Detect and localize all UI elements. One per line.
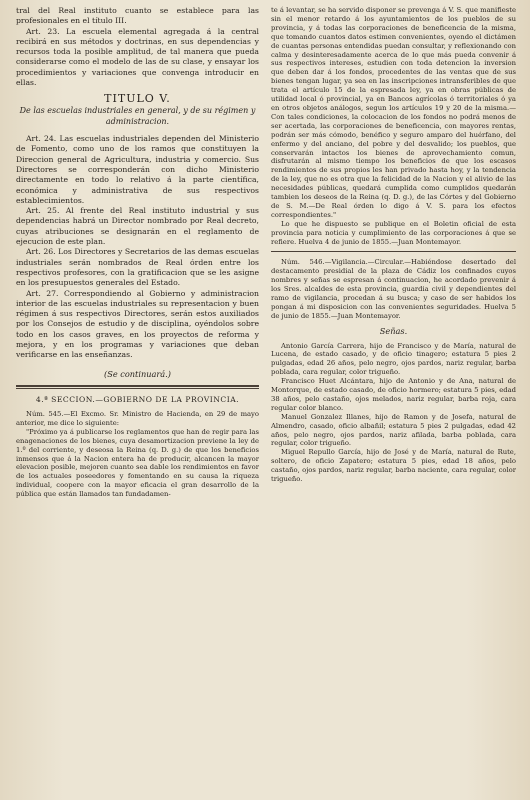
senas-heading: Señas.	[379, 325, 408, 336]
right-column	[271, 6, 516, 792]
paragraph-continued: tral del Real instituto cuanto se establece para las profesionales en el título III.	[16, 6, 259, 26]
section-divider	[16, 385, 259, 389]
decree-545-continued: te á levantar, se ha servido disponer se prevenga á V. S. que manifieste sin el menor retardo á los ayuntamientos de los pueblos de su provincia, y á todas las corporaciones de beneficencia de la misma, que tomando cuantos datos estimen convenientes, oyendo el dictámen de cuantas personas entendidas puedan consultar, y reflexionando con calma y desinteresadamente acerca de lo que más pueda convenir á sus respectivos intereses, estudien con toda detencion la inversion que deben dar á los fondos, procedentes de las ventas que de sus bienes tengan lugar, ya sea en las inscripciones intransferibles de que trata el artículo 15 de la espresada ley, ya en obras públicas de utilidad local ó provincial, ya en Bancos agrícolas ó territoriales ó ya en otros objetos análogos, segun los artículos 19 y 20 de la misma.—Con tales condiciones, la colocacion de los fondos no podrá menos de ser acertada, las corporaciones de beneficencia, con mayores rentas, podrán ser más cómodo, benéfico y seguro amparo del huérfano, del enfermo y del anciano, del pobre y del desvalido; los pueblos, que conservarán intactos los bienes de aprovechamiento comun, disfrutarán al mismo tiempo los beneficios de que los escasos rendimientos de sus propios les han privado hasta hoy, y la tendencia de la ley, que no es otra que la felicidad de la Nacion y el alivio de las necesidades públicas, quedará cumplida como cumplidos quedarán tambien los deseos de la Reina (q. D. g.), de las Córtes y del Gobierno de S. M.—De Real órden lo digo á V. S. para los efectos correspondientes."	[271, 6, 516, 219]
decree-545-quote: "Próximo ya á publicarse los reglamentos que han de regir para las enagenaciones de los bienes, cuya desamortizacion previene la ley de 1.º del corriente, y deseosa la Reina (q. D. g.) de que los beneficios inmensos que á la Nacion entera ha de producir, alcancen la mayor elevacion posible, mejoren cuanto sea dable los rendimientos en favor de los actuales poseedores y fomentando en su causa la riqueza individual, coopere con la mayor eficacia el gran desarrollo de la pública que están llamados tan fundadamen-	[16, 427, 259, 499]
decree-545-closing: Lo que he dispuesto se publique en el Boletin oficial de esta provincia para noticia y cumplimiento de las corporaciones á que se refiere. Huelva 4 de junio de 1855.—Juan Montemayor.	[271, 219, 516, 246]
section-heading: 4.ª SECCION.—GOBIERNO DE LA PROVINCIA.	[35, 395, 240, 405]
description-4: Miguel Repullo García, hijo de José y de María, natural de Rute, soltero, de oficio Zapatero; estatura 5 pies, edad 18 años, pelo castaño, ojos pardos, nariz regular, barba naciente, cara regular, color trigueño.	[271, 448, 516, 484]
circular-546: Núm. 546.—Vigilancia.—Circular.—Habiéndose desertado del destacamento presidial de la plaza de Cádiz los confinados cuyos nombres y señas se espresan á continuacion, he acordado prevenir á los Sres. alcaldes de esta provincia, guardia civil y dependientes del ramo de vigilancia, procedan á su busca; y caso de ser habidos los pongan á mi disposicion con las convenientes seguridades. Huelva 5 de junio de 1855.—Juan Montemayor.	[271, 258, 516, 320]
decree-545-intro: Núm. 545.—El Excmo. Sr. Ministro de Hacienda, en 29 de mayo anterior, me dice lo siguiente:	[16, 410, 259, 427]
article-divider	[271, 251, 516, 252]
description-2: Francisco Huet Alcántara, hijo de Antonio y de Ana, natural de Montorque, de estado casado, de oficio hormero; estatura 5 pies, edad 38 años, pelo castaño, ojos melados, nariz regular, barba roja, cara regular color blanco.	[271, 377, 516, 412]
two-column-layout	[16, 6, 516, 792]
article-26: Art. 26. Los Directores y Secretarios de las demas escuelas industriales serán nombrados de Real órden entre los respectivos profesores, con la gratificacion que se les asigne en los presupuestos generales del Estado.	[16, 247, 259, 288]
description-3: Manuel Gonzalez Illanes, hijo de Ramon y de Josefa, natural de Almendro, casado, oficio albañil; estatura 5 pies 2 pulgadas, edad 42 años, pelo negro, ojos pardos, nariz afilada, barba poblada, cara regular, color trigueño.	[271, 412, 516, 448]
continuara-note: (Se continuará.)	[104, 368, 171, 379]
description-1: Antonio García Carrera, hijo de Francisco y de María, natural de Lucena, de estado casado, y de oficio tinagero; estatura 5 pies 2 pulgadas, edad 26 años, pelo negro, ojos pardos, nariz regular, barba poblada, cara regular, color trigueño.	[271, 341, 516, 377]
left-column	[16, 6, 259, 792]
article-23: Art. 23. La escuela elemental agregada á la central recibirá en sus métodos y doctrinas, en sus dependencias y recursos toda la posible amplitud, de tal manera que pueda considerarse como el modelo de las de su clase, y ensayar los procedimientos y variaciones que convenga introducir en ellas.	[16, 26, 259, 88]
title-v-subtitle: De las escuelas industriales en general, y de su régimen y administracion.	[19, 106, 256, 126]
article-27: Art. 27. Correspondiendo al Gobierno y administracion interior de las escuelas industriales su representacion y buen régimen á sus respectivos Directores, serán estos auxiliados por los Consejos de estudio y de disciplina, oyéndolos sobre todo en los casos graves, en los proyectos de reforma y mejora, y en los programas y variaciones que deban verificarse en las enseñanzas.	[16, 288, 259, 360]
article-24: Art. 24. Las escuelas industriales dependen del Ministerio de Fomento, como uno de los ramos que constituyen la Direccion general de Agricultura, industria y comercio. Sus Directores se corresponderán con dicho Ministerio directamente en todo lo relativo á la parte científica, económica y administrativa de sus respectivos establecimientos.	[16, 134, 259, 205]
article-25: Art. 25. Al frente del Real instituto industrial y sus dependencias habrá un Director nombrado por Real decreto, cuyas atribuciones se designarán en el reglamento de ejecucion de este plan.	[16, 206, 259, 247]
title-v-heading: TITULO V.	[104, 92, 171, 106]
